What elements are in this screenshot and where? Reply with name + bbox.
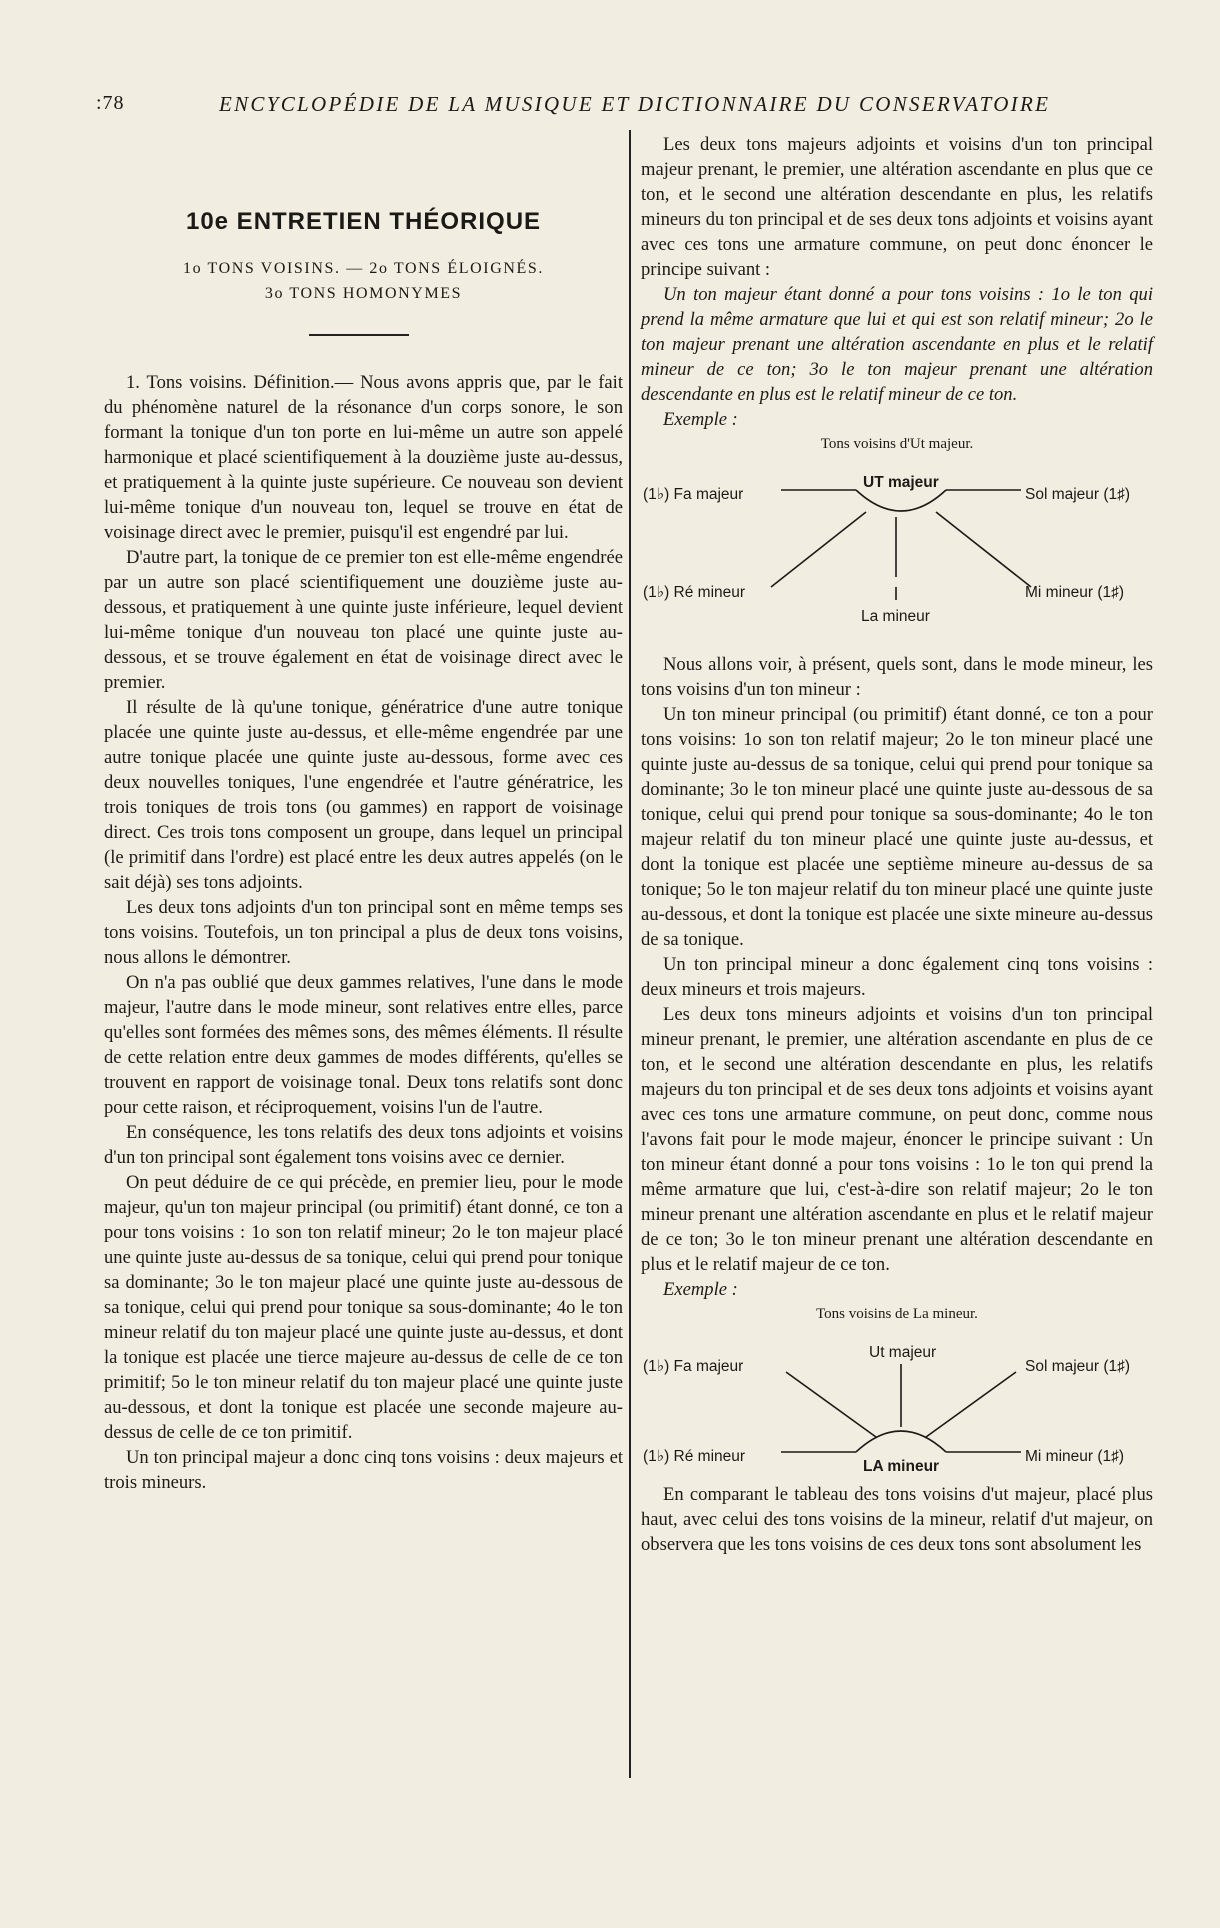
label-re-mineur: (1♭) Ré mineur xyxy=(643,1448,746,1465)
paragraph: On n'a pas oublié que deux gammes relatives, l'une dans le mode majeur, l'autre dans le mode mineur, sont relatives entre elles, parce qu'elles sont formées des mêmes sons, des mêmes éléments. Il résulte de cette relation entre deux gammes de modes différents, qu'elles se trouvent en rapport de voisinage tonal. Deux tons relatifs sont donc pour cette raison, et réciproquement, voisins l'un de l'autre. xyxy=(104,972,623,1118)
label-sol-majeur: Sol majeur (1♯) xyxy=(1025,1358,1131,1375)
paragraph: Les deux tons adjoints d'un ton principal sont en même temps ses tons voisins. Toutefois, un ton principal a plus de deux tons voisins, nous allons le démontrer. xyxy=(104,897,623,968)
example-label: Exemple : xyxy=(663,409,738,430)
paragraph: Un ton principal majeur a donc cinq tons voisins : deux majeurs et trois mineurs. xyxy=(104,1447,623,1493)
paragraph: On peut déduire de ce qui précède, en premier lieu, pour le mode majeur, qu'un ton majeur principal (ou primitif) étant donné, ce ton a pour tons voisins : 1o son ton relatif mineur; 2o le ton majeur placé une quinte juste au-dessus de sa tonique, celui qui prend pour tonique sa dominante; 3o le ton majeur placé une quinte juste au-dessous de sa tonique, celui qui prend pour tonique sa sous-dominante; 4o le ton mineur relatif du ton majeur placé une quinte juste au-dessus, et dont la tonique est placée une tierce majeure au-dessus de celle de ce ton primitif; 5o le ton mineur relatif du ton majeur placé une quinte juste au-dessous, et dont la tonique est placée une seconde majeure au-dessus de celle de ce ton primitif. xyxy=(104,1172,623,1443)
paragraph: D'autre part, la tonique de ce premier ton est elle-même engendrée par un autre son placé scientifiquement une douzième juste au-dessous, et pratiquement à une quinte juste inférieure, lequel devient lui-même tonique d'un nouveau ton placé une quinte juste au-dessous, et se trouve également en état de voisinage direct avec le premier. xyxy=(104,547,623,693)
label-fa-majeur: (1♭) Fa majeur xyxy=(643,1358,744,1375)
paragraph: Nous allons voir, à présent, quels sont, dans le mode mineur, les tons voisins d'un ton mineur : xyxy=(641,654,1153,700)
running-title: ENCYCLOPÉDIE DE LA MUSIQUE ET DICTIONNAIRE DU CONSERVATOIRE xyxy=(219,92,1051,116)
title-rule xyxy=(309,334,409,336)
column-divider xyxy=(629,130,631,1778)
diagram-ut-majeur xyxy=(641,432,1153,652)
left-column xyxy=(104,370,623,1495)
example-label: Exemple : xyxy=(663,1279,738,1300)
chapter-subtitle-1: 1o TONS VOISINS. — 2o TONS ÉLOIGNÉS. xyxy=(182,260,545,277)
principle-major: Un ton majeur étant donné a pour tons voisins : 1o le ton qui prend la même armature que lui et qui est son relatif mineur; 2o le ton majeur prenant une altération ascendante en plus et le relatif mineur de ce ton; 3o le ton majeur prenant une altération descendante en plus est le relatif mineur de ce ton. xyxy=(641,284,1153,405)
label-mi-mineur: Mi mineur (1♯) xyxy=(1025,1448,1125,1465)
diagram-caption: Tons voisins d'Ut majeur. xyxy=(820,436,974,452)
paragraph: En conséquence, les tons relatifs des deux tons adjoints et voisins d'un ton principal sont également tons voisins avec ce dernier. xyxy=(104,1122,623,1168)
paragraph: Les deux tons majeurs adjoints et voisins d'un ton principal majeur prenant, le premier, une altération ascendante en plus que ce ton, et le second une altération descendante en plus, les relatifs mineurs du ton principal et de ses deux tons adjoints et voisins ayant avec ces tons une armature commune, on peut donc énoncer le principe suivant : xyxy=(641,134,1153,280)
paragraph: Il résulte de là qu'une tonique, génératrice d'une autre tonique placée une quinte juste au-dessus, et elle-même engendrée par une autre tonique placée une quinte juste au-dessous, forme avec ces deux nouvelles toniques, l'une engendrée et l'autre génératrice, les trois toniques de trois tons (ou gammes) en rapport de voisinage direct. Ces trois tons composent un groupe, dans lequel un principal (le primitif dans l'ordre) est placé entre les deux autres appelés (on le sait déjà) ses tons adjoints. xyxy=(104,697,623,893)
page-header xyxy=(96,92,1096,122)
page-number: :78 xyxy=(96,92,125,114)
label-fa-majeur: (1♭) Fa majeur xyxy=(643,486,744,503)
label-la-mineur: LA mineur xyxy=(863,1458,940,1475)
diagram-caption: Tons voisins de La mineur. xyxy=(816,1306,978,1322)
chapter-subtitle-2: 3o TONS HOMONYMES xyxy=(264,285,463,302)
label-re-mineur: (1♭) Ré mineur xyxy=(643,584,746,601)
right-column xyxy=(641,132,1153,1557)
paragraph: Les deux tons mineurs adjoints et voisins d'un ton principal mineur prenant, le premier, une altération ascendante en plus de ce ton, et le second une altération descendante en plus, les relatifs majeurs du ton principal et de ses deux tons adjoints et voisins ayant avec ces tons une armature commune, on peut donc, comme nous l'avons fait pour le mode majeur, énoncer le principe suivant : Un ton mineur étant donné a pour tons voisins : 1o le ton qui prend la même armature que lui, c'est-à-dire son relatif majeur; 2o le ton mineur prenant une altération ascendante en plus et le relatif majeur de ce ton; 3o le ton mineur prenant une altération descendante en plus et le relatif majeur de ce ton. xyxy=(641,1004,1153,1275)
label-ut-majeur: Ut majeur xyxy=(869,1344,937,1361)
paragraph: Un ton mineur principal (ou primitif) étant donné, ce ton a pour tons voisins: 1o son ton relatif majeur; 2o le ton mineur placé une quinte juste au-dessus de sa tonique, celui qui prend pour tonique sa dominante; 3o le ton mineur placé une quinte juste au-dessous de sa tonique, celui qui prend pour tonique sa sous-dominante; 4o le ton majeur relatif du ton mineur placé une quinte juste au-dessus, et dont la tonique est placée une septième mineure au-dessus de sa tonique; 5o le ton majeur relatif du ton mineur placé une quinte juste au-dessous, et dont la tonique est placée une sixte mineure au-dessus de sa tonique. xyxy=(641,704,1153,950)
label-ut-majeur: UT majeur xyxy=(863,474,939,491)
paragraph: Un ton principal mineur a donc également cinq tons voisins : deux mineurs et trois majeurs. xyxy=(641,954,1153,1000)
chapter-title: 10e ENTRETIEN THÉORIQUE xyxy=(185,208,542,235)
paragraph: En comparant le tableau des tons voisins d'ut majeur, placé plus haut, avec celui des tons voisins de la mineur, relatif d'ut majeur, on observera que les tons voisins de ces deux tons sont absolument les xyxy=(641,1484,1153,1555)
label-la-mineur: La mineur xyxy=(861,608,930,625)
diagram-la-mineur xyxy=(641,1302,1153,1482)
paragraph: 1. Tons voisins. Définition.— Nous avons appris que, par le fait du phénomène naturel de la résonance d'un corps sonore, le son formant la tonique d'un ton porte en lui-même un autre son appelé harmonique et placé scientifiquement à la douzième juste au-dessus, et pratiquement à la quinte juste supérieure. Ce nouveau son devient lui-même tonique d'un nouveau ton, lequel se trouve en état de voisinage direct avec le premier, puisqu'il est engendré par lui. xyxy=(104,372,623,543)
label-mi-mineur: Mi mineur (1♯) xyxy=(1025,584,1125,601)
label-sol-majeur: Sol majeur (1♯) xyxy=(1025,486,1131,503)
